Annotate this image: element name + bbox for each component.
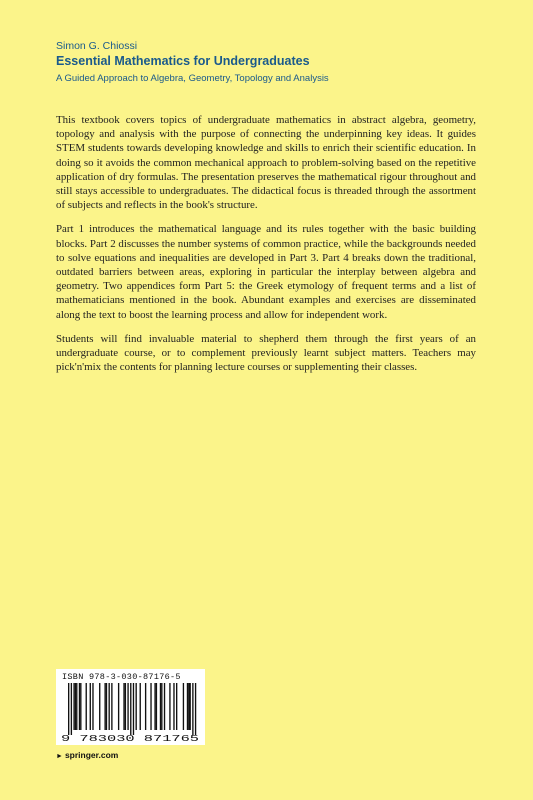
barcode-bar bbox=[130, 683, 131, 735]
barcode-bar bbox=[123, 683, 124, 730]
book-title: Essential Mathematics for Undergraduates bbox=[56, 54, 310, 68]
barcode-bar bbox=[75, 683, 76, 730]
barcode-bar bbox=[73, 683, 74, 730]
barcode-bar bbox=[183, 683, 184, 730]
barcode-bar bbox=[161, 683, 162, 730]
barcode-bar bbox=[79, 683, 80, 730]
barcode-bar bbox=[150, 683, 151, 730]
barcode-bars bbox=[68, 683, 196, 735]
barcode-bar bbox=[71, 683, 72, 735]
barcode-bar bbox=[92, 683, 93, 730]
barcode-bar bbox=[90, 683, 91, 730]
barcode-bar bbox=[133, 683, 134, 735]
barcode-bar bbox=[176, 683, 177, 730]
book-subtitle: A Guided Approach to Algebra, Geometry, Topology and Analysis bbox=[56, 73, 329, 84]
barcode-bar bbox=[80, 683, 81, 730]
barcode-bar bbox=[118, 683, 119, 730]
barcode-bar bbox=[125, 683, 126, 730]
barcode-bar bbox=[195, 683, 196, 735]
barcode-bar bbox=[160, 683, 161, 730]
barcode-bar bbox=[109, 683, 110, 730]
barcode-bar bbox=[156, 683, 157, 730]
barcode-bar bbox=[187, 683, 188, 730]
barcode-bar bbox=[136, 683, 137, 730]
publisher-link[interactable] bbox=[56, 750, 118, 760]
barcode-bar bbox=[68, 683, 69, 735]
blurb-paragraph-3: Students will find invaluable material to shepherd them through the first years of an undergraduate course, or to complement previously learnt subject matters. Teachers may pick'n'mix the contents for planning lecture courses or supplementing their classes. bbox=[56, 332, 476, 374]
barcode-bar bbox=[104, 683, 105, 730]
barcode-digits: 9 783030 871765 bbox=[61, 733, 200, 743]
barcode bbox=[60, 683, 201, 743]
barcode-bar bbox=[99, 683, 100, 730]
publisher-name: springer.com bbox=[64, 750, 119, 760]
barcode-bar bbox=[188, 683, 189, 730]
blurb-paragraph-1: This textbook covers topics of undergraduate mathematics in abstract algebra, geometry, topology and analysis with the purpose of connecting the underpinning key ideas. It guides STEM students towards developing knowledge and skills to enrich their scientific education. In doing so it avoids the common mechanical approach to problem-solving based on the repetitive application of dry formulas. The presentation preserves the mathematical rigour throughout and still stays accessible to undergraduates. The didactical focus is threaded through the assortment of subjects and reflects in the book's structure. bbox=[56, 114, 476, 212]
barcode-bar bbox=[111, 683, 112, 730]
barcode-bar bbox=[106, 683, 107, 730]
barcode-bar bbox=[145, 683, 146, 730]
barcode-bar bbox=[164, 683, 165, 730]
barcode-bar bbox=[76, 683, 77, 730]
barcode-bar bbox=[192, 683, 193, 735]
barcode-bar bbox=[190, 683, 191, 730]
author-name: Simon G. Chiossi bbox=[56, 40, 138, 52]
barcode-bar bbox=[169, 683, 170, 730]
isbn-label: ISBN 978-3-030-87176-5 bbox=[62, 672, 181, 682]
blurb-paragraph-2: Part 1 introduces the mathematical language and its rules together with the basic building blocks. Part 2 discusses the number systems of common practice, while the backgrounds needed to solve equations and inequalities are developed in Part 3. Part 4 breaks down the traditional, outdated barriers between areas, exploring in particular the interplay between algebra and geometry. Two appendices form Part 5: the Greek etymology of frequent terms and a list of mathematicians mentioned in the book. Abundant examples and exercises are disseminated along the text to boost the learning process and allow for independent work. bbox=[56, 223, 476, 321]
barcode-box bbox=[56, 669, 205, 745]
barcode-bar bbox=[86, 683, 87, 730]
blurb bbox=[56, 113, 476, 384]
arrow-right-icon: ► bbox=[56, 753, 63, 760]
barcode-bar bbox=[140, 683, 141, 730]
barcode-bar bbox=[173, 683, 174, 730]
barcode-bar bbox=[127, 683, 128, 730]
barcode-bar bbox=[154, 683, 155, 730]
